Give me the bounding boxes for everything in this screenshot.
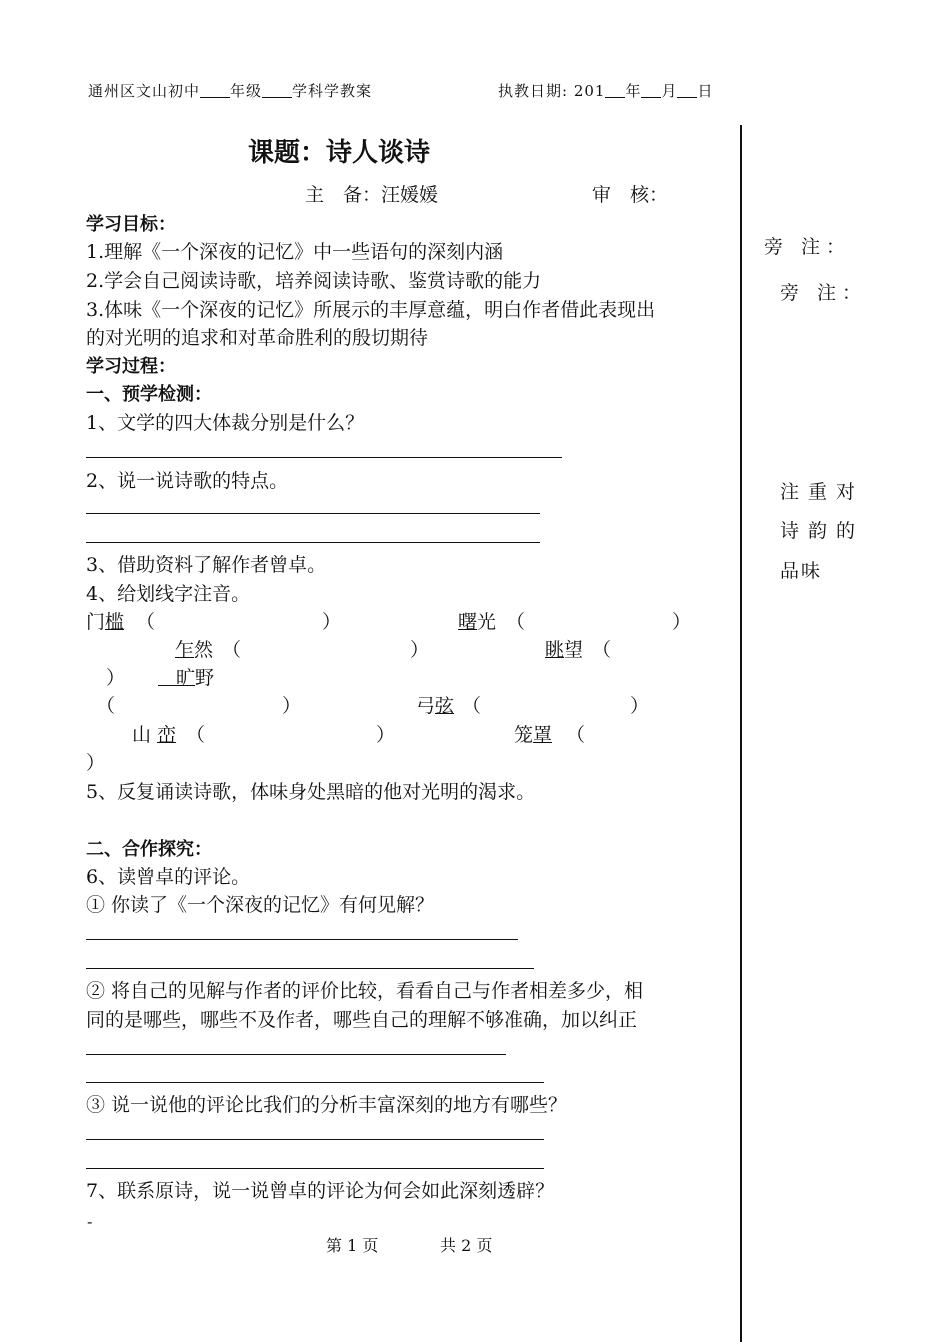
question-6-1: ① 你读了《一个深夜的记忆》有何见解？ [86, 894, 435, 916]
word-char: 光 [477, 611, 497, 633]
question-4: 4、给划线字注音。 [86, 583, 251, 605]
answer-line[interactable] [86, 542, 540, 543]
pinyin-item [175, 635, 213, 662]
paren-close: ） [86, 752, 106, 774]
year-blank [605, 83, 625, 98]
pinyin-item [86, 607, 124, 634]
underlined-char: 曙 [458, 611, 478, 633]
paren-close: ） [630, 695, 650, 717]
stray-dash: - [87, 1212, 93, 1231]
side-note-1: 旁 注： [764, 236, 852, 258]
page-title: 课题：诗人谈诗 [248, 138, 431, 168]
question-2: 2、说一说诗歌的特点。 [86, 470, 289, 492]
month-blank [641, 83, 661, 98]
word-char: 笼 [514, 724, 534, 746]
pinyin-item [158, 663, 214, 690]
underlined-char: 峦 [157, 724, 177, 746]
side-note-2: 旁 注： [780, 282, 868, 304]
answer-line[interactable] [86, 1082, 544, 1083]
month-label: 月 [661, 82, 678, 100]
answer-line[interactable] [86, 1139, 544, 1140]
day-blank [677, 83, 697, 98]
paren-open: （ [592, 639, 612, 661]
question-1: 1、文学的四大体裁分别是什么？ [86, 412, 365, 434]
process-heading: 学习过程： [86, 356, 176, 377]
answer-line[interactable] [86, 939, 518, 940]
paren-open: （ [186, 724, 206, 746]
paren-close: ） [282, 695, 302, 717]
reviewer: 审 核： [592, 184, 669, 206]
underline-gap [158, 671, 176, 686]
underlined-char: 槛 [105, 611, 125, 633]
underlined-char: 旷 [176, 667, 196, 689]
footer-page: 第 1 页 [326, 1236, 379, 1255]
paren-close: ） [322, 611, 342, 633]
question-5: 5、反复诵读诗歌，体味身处黑暗的他对光明的渴求。 [86, 781, 536, 803]
objective-3-cont: 的对光明的追求和对革命胜利的殷切期待 [86, 327, 429, 349]
word-char: 望 [564, 639, 584, 661]
paren-close: ） [376, 724, 396, 746]
footer-total: 共 2 页 [440, 1236, 493, 1255]
section2-heading: 二、合作探究： [86, 839, 212, 860]
underlined-char: 罩 [533, 724, 553, 746]
pinyin-item [416, 691, 454, 718]
question-6-3: ③ 说一说他的评论比我们的分析丰富深刻的地方有哪些？ [86, 1094, 568, 1116]
pinyin-item [132, 720, 176, 747]
underlined-char: 弦 [435, 695, 455, 717]
pinyin-item [514, 720, 552, 747]
paren-open: （ [506, 611, 526, 633]
question-7: 7、联系原诗，说一说曾卓的评论为何会如此深刻透辟？ [86, 1180, 555, 1202]
paren-open: （ [222, 639, 242, 661]
question-6-2-cont: 同的是哪些，哪些不及作者，哪些自己的理解不够准确，加以纠正 [86, 1009, 638, 1031]
underlined-char: 眺 [545, 639, 565, 661]
word-char: 然 [194, 639, 214, 661]
answer-line[interactable] [86, 1168, 544, 1169]
date-label: 执教日期: 201 [498, 82, 606, 100]
objective-2: 2.学会自己阅读诗歌，培养阅读诗歌、鉴赏诗歌的能力 [86, 270, 542, 292]
word-char: 野 [195, 667, 215, 689]
header-date [498, 80, 714, 101]
paren-open: （ [462, 695, 482, 717]
header-subject-blank [262, 83, 292, 98]
word-char: 弓 [416, 695, 436, 717]
paren-open: （ [96, 695, 116, 717]
header-school: 通州区文山初中 [88, 82, 201, 100]
underlined-char: 乍 [175, 639, 195, 661]
side-comment-3: 品味 [780, 560, 823, 582]
header-grade: 年级 [230, 82, 263, 100]
preparer: 主 备：汪媛媛 [305, 184, 439, 206]
answer-line[interactable] [86, 968, 534, 969]
word-char: 门 [86, 611, 106, 633]
question-6: 6、读曾卓的评论。 [86, 866, 251, 888]
objective-3: 3.体味《一个深夜的记忆》所展示的丰厚意蕴，明白作者借此表现出 [86, 299, 656, 321]
answer-line[interactable] [86, 513, 540, 514]
word-char: 山 [132, 724, 152, 746]
answer-line[interactable] [86, 457, 562, 458]
pinyin-item [458, 607, 496, 634]
objective-1: 1.理解《一个深夜的记忆》中一些语句的深刻内涵 [86, 241, 504, 263]
side-comment-2: 诗韵的 [780, 520, 865, 542]
column-divider [740, 125, 742, 1342]
paren-close: ） [106, 667, 126, 689]
header-subject: 学科学教案 [292, 82, 373, 100]
year-label: 年 [625, 82, 642, 100]
side-comment-1: 注重对 [780, 481, 865, 503]
objectives-heading: 学习目标： [86, 214, 176, 235]
pinyin-item [545, 635, 583, 662]
section1-heading: 一、预学检测： [86, 384, 212, 405]
question-3: 3、借助资料了解作者曾卓。 [86, 554, 327, 576]
header-line [88, 80, 372, 101]
answer-line[interactable] [86, 1054, 506, 1055]
question-6-2: ② 将自己的见解与作者的评价比较，看看自己与作者相差多少，相 [86, 980, 644, 1002]
day-label: 日 [697, 82, 714, 100]
paren-open: （ [136, 611, 156, 633]
header-grade-blank [200, 83, 230, 98]
paren-open: （ [566, 724, 586, 746]
paren-close: ） [410, 639, 430, 661]
paren-close: ） [672, 611, 692, 633]
